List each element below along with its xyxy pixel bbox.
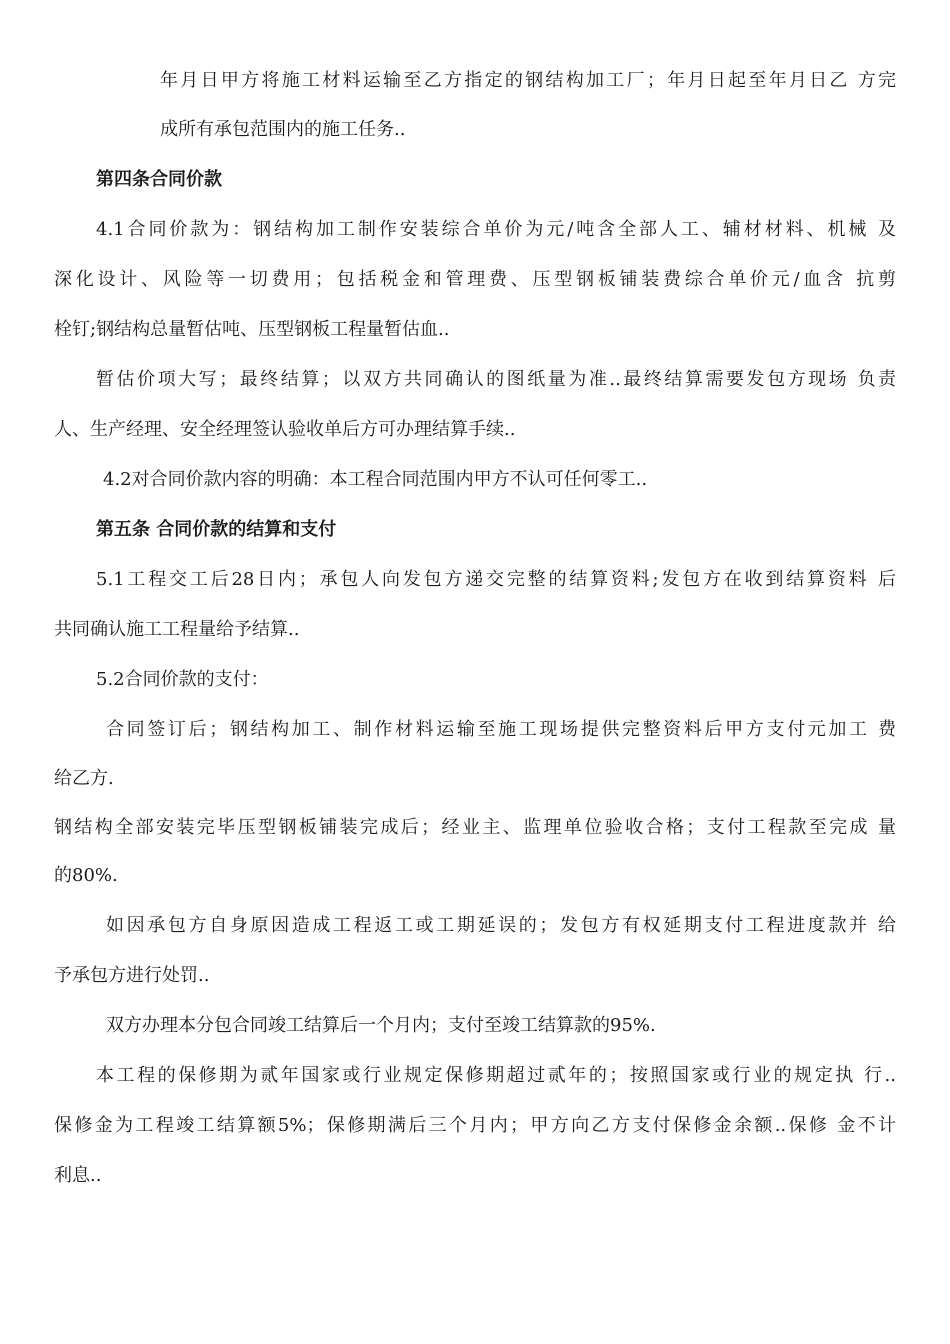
paragraph-line: 合同签订后；钢结构加工、制作材料运输至施工现场提供完整资料后甲方支付元加工 费 [106, 719, 896, 740]
paragraph-line: 暂估价项大写；最终结算；以双方共同确认的图纸量为准..最终结算需要发包方现场 负责 [96, 369, 896, 390]
paragraph-line: 5.1工程交工后28日内；承包人向发包方递交完整的结算资料;发包方在收到结算资料 后 [96, 569, 896, 590]
paragraph-line: 4.1合同价款为：钢结构加工制作安装综合单价为元/吨含全部人工、辅材材料、机械 及 [96, 219, 896, 240]
paragraph-line: 本工程的保修期为贰年国家或行业规定保修期超过贰年的；按照国家或行业的规定执 行.. [96, 1065, 896, 1086]
section-heading-article-5: 第五条 合同价款的结算和支付 [96, 519, 337, 540]
section-heading-article-4: 第四条合同价款 [96, 169, 222, 190]
paragraph-line: 4.2对合同价款内容的明确：本工程合同范围内甲方不认可任何零工.. [103, 469, 648, 490]
paragraph-line: 如因承包方自身原因造成工程返工或工期延误的；发包方有权延期支付工程进度款并 给 [106, 915, 896, 936]
paragraph-line: 给乙方. [54, 768, 114, 789]
paragraph-line: 的80%. [54, 865, 118, 886]
paragraph-line: 双方办理本分包合同竣工结算后一个月内；支付至竣工结算款的95%. [106, 1015, 656, 1036]
paragraph-line: 予承包方进行处罚.. [54, 965, 210, 986]
paragraph-line: 栓钉;钢结构总量暂估吨、压型钢板工程量暂估血.. [54, 319, 450, 340]
paragraph-line: 共同确认施工工程量给予结算.. [54, 619, 300, 640]
paragraph-line: 利息.. [54, 1165, 102, 1186]
paragraph-line: 人、生产经理、安全经理签认验收单后方可办理结算手续.. [54, 419, 516, 440]
paragraph-line: 5.2合同价款的支付： [96, 669, 269, 690]
paragraph-line: 成所有承包范围内的施工任务.. [160, 119, 406, 140]
paragraph-line: 年月日甲方将施工材料运输至乙方指定的钢结构加工厂；年月日起至年月日乙 方完 [160, 70, 896, 91]
paragraph-line: 保修金为工程竣工结算额5%；保修期满后三个月内；甲方向乙方支付保修金余额..保修 金不计 [54, 1115, 896, 1136]
paragraph-line: 钢结构全部安装完毕压型钢板铺装完成后；经业主、监理单位验收合格；支付工程款至完成 量 [54, 817, 896, 838]
paragraph-line: 深化设计、风险等一切费用；包括税金和管理费、压型钢板铺装费综合单价元/血含 抗剪 [54, 269, 896, 290]
